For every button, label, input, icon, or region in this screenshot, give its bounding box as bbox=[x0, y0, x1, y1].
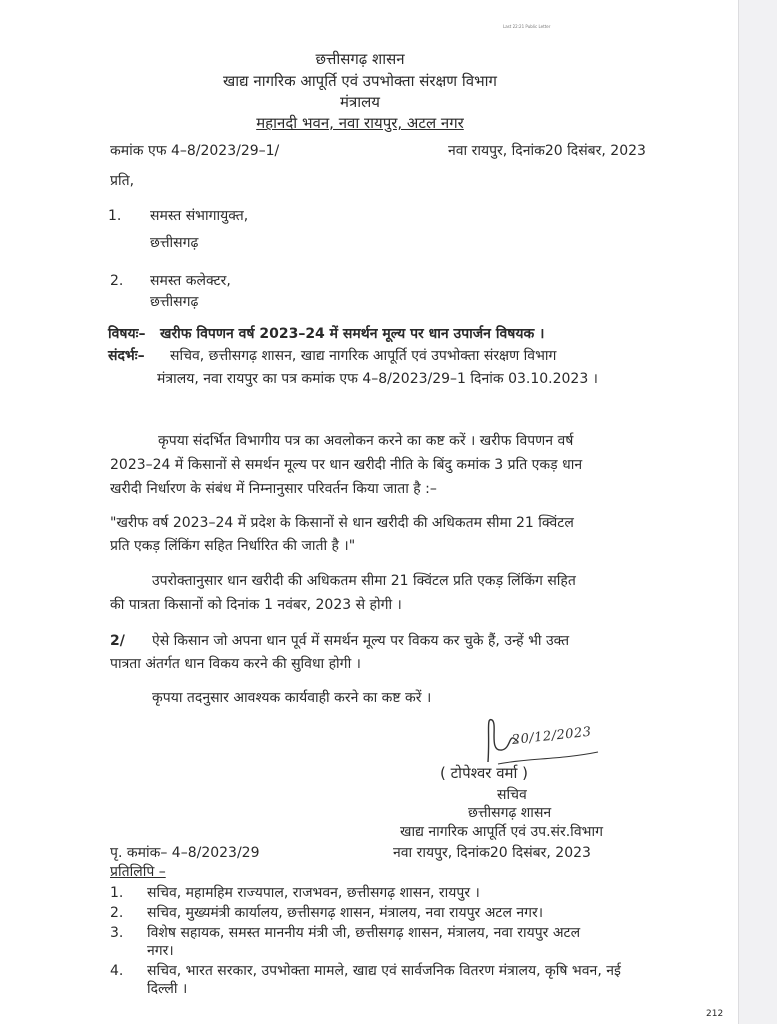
body-line: पात्रता अंतर्गत धान विकय करने की सुविधा होगी । bbox=[110, 656, 361, 672]
copy-label: प्रतिलिपि – bbox=[110, 864, 166, 880]
signatory-designation: सचिव bbox=[497, 787, 527, 803]
copy-number: 3. bbox=[110, 925, 124, 941]
copy-number: 1. bbox=[110, 885, 124, 901]
header-stamp: Last 22:21 Public Letter bbox=[503, 24, 551, 29]
reference-label: संदर्भः– bbox=[108, 348, 145, 364]
signatory-name: ( टोपेश्वर वर्मा ) bbox=[440, 764, 529, 782]
recipient-number: 2. bbox=[110, 273, 124, 289]
reference-number: कमांक एफ 4–8/2023/29–1/ bbox=[110, 143, 280, 159]
quote-line: प्रति एकड़ लिंकिंग सहित निर्धारित की जाती है ।" bbox=[110, 538, 356, 554]
copy-number: 4. bbox=[110, 963, 124, 979]
reference-date: नवा रायपुर, दिनांक20 दिसंबर, 2023 bbox=[448, 143, 646, 159]
body-line: की पात्रता किसानों को दिनांक 1 नवंबर, 2023 से होगी । bbox=[110, 597, 402, 613]
body-line: खरीदी निर्धारण के संबंध में निम्नानुसार परिवर्तन किया जाता है :– bbox=[110, 481, 437, 497]
copy-number: 2. bbox=[110, 905, 124, 921]
signature-date: 20/12/2023 bbox=[511, 724, 593, 748]
body-line: ऐसे किसान जो अपना धान पूर्व में समर्थन मूल्य पर विकय कर चुके हैं, उन्हें भी उक्त bbox=[152, 633, 570, 649]
copy-line: विशेष सहायक, समस्त माननीय मंत्री जी, छत्तीसगढ़ शासन, मंत्रालय, नवा रायपुर अटल bbox=[147, 925, 581, 941]
to-label: प्रति, bbox=[110, 173, 135, 189]
recipient-name: समस्त कलेक्टर, bbox=[150, 273, 231, 289]
copy-line: दिल्ली । bbox=[147, 981, 188, 997]
quote-line: "खरीफ वर्ष 2023–24 में प्रदेश के किसानों से धान खरीदी की अधिकतम सीमा 21 क्विंटल bbox=[110, 515, 574, 531]
body-line: कृपया संदर्भित विभागीय पत्र का अवलोकन करने का कष्ट करें । खरीफ विपणन वर्ष bbox=[158, 433, 574, 449]
body-line: कृपया तदनुसार आवश्यक कार्यवाही करने का कष्ट करें । bbox=[152, 690, 432, 706]
government-name: छत्तीसगढ़ शासन bbox=[315, 50, 405, 68]
recipient-number: 1. bbox=[108, 208, 122, 224]
page-edge bbox=[738, 0, 777, 1024]
point-number: 2/ bbox=[110, 633, 125, 649]
body-line: उपरोक्तानुसार धान खरीदी की अधिकतम सीमा 21 क्विंटल प्रति एकड़ लिंकिंग सहित bbox=[152, 573, 576, 589]
recipient-place: छत्तीसगढ़ bbox=[150, 294, 199, 310]
reference-line: मंत्रालय, नवा रायपुर का पत्र कमांक एफ 4–8/2023/29–1 दिनांक 03.10.2023 । bbox=[157, 371, 598, 387]
signatory-department: खाद्य नागरिक आपूर्ति एवं उप.संर.विभाग bbox=[400, 824, 603, 840]
endorsement-date: नवा रायपुर, दिनांक20 दिसंबर, 2023 bbox=[393, 845, 591, 861]
office-address: महानदी भवन, नवा रायपुर, अटल नगर bbox=[256, 114, 464, 132]
recipient-place: छत्तीसगढ़ bbox=[150, 235, 199, 251]
copy-line: सचिव, मुख्यमंत्री कार्यालय, छत्तीसगढ़ शासन, मंत्रालय, नवा रायपुर अटल नगर। bbox=[147, 905, 544, 921]
copy-line: सचिव, भारत सरकार, उपभोक्ता मामले, खाद्य एवं सार्वजनिक वितरण मंत्रालय, कृषि भवन, नई bbox=[147, 963, 621, 979]
copy-line: नगर। bbox=[147, 943, 174, 959]
page-number: 212 bbox=[706, 1009, 724, 1019]
subject-label: विषयः– bbox=[108, 326, 146, 342]
endorsement-number: पृ. कमांक– 4–8/2023/29 bbox=[110, 845, 260, 861]
copy-line: सचिव, महामहिम राज्यपाल, राजभवन, छत्तीसगढ़ शासन, रायपुर । bbox=[147, 885, 480, 901]
recipient-name: समस्त संभागायुक्त, bbox=[150, 208, 249, 224]
reference-line: सचिव, छत्तीसगढ़ शासन, खाद्य नागरिक आपूर्ति एवं उपभोक्ता संरक्षण विभाग bbox=[170, 348, 557, 364]
department-name: खाद्य नागरिक आपूर्ति एवं उपभोक्ता संरक्षण विभाग bbox=[223, 72, 497, 90]
body-line: 2023–24 में किसानों से समर्थन मूल्य पर धान खरीदी नीति के बिंदु कमांक 3 प्रति एकड़ धान bbox=[110, 457, 583, 473]
ministry-name: मंत्रालय bbox=[339, 93, 380, 111]
subject-text: खरीफ विपणन वर्ष 2023–24 में समर्थन मूल्य पर धान उपार्जन विषयक । bbox=[160, 326, 545, 342]
signatory-government: छत्तीसगढ़ शासन bbox=[468, 805, 552, 821]
